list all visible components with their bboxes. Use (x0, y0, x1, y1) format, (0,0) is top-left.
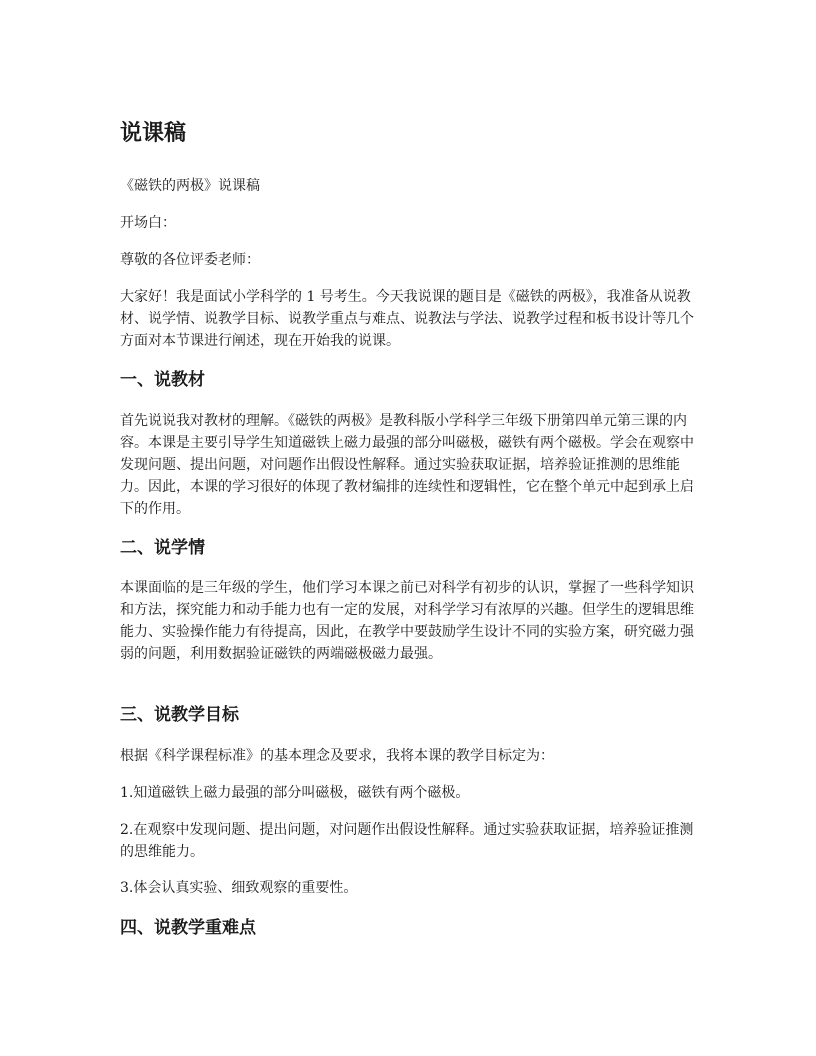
objective-item-3: 3.体会认真实验、细致观察的重要性。 (120, 880, 358, 896)
students-paragraph: 本课面临的是三年级的学生，他们学习本课之前已对科学有初步的认识，掌握了一些科学知识和方法，探究能力和动手能力也有一定的发展，对科学学习有浓厚的兴趣。但学生的逻辑思维能力、实验操作能力有待提高，因此，在教学中要鼓励学生设计不同的实验方案，研究磁力强弱的问题，利用数据验证磁铁的两端磁极磁力最强。 (120, 580, 694, 662)
opening-label: 开场白： (120, 215, 176, 231)
objectives-intro: 根据《科学课程标准》的基本理念及要求，我将本课的教学目标定为： (120, 748, 554, 764)
section-heading-textbook: 一、说教材 (120, 370, 205, 390)
objective-item-2: 2.在观察中发现问题、提出问题，对问题作出假设性解释。通过实验获取证据，培养验证推测的思维能力。 (120, 822, 694, 860)
textbook-paragraph: 首先说说我对教材的理解。《磁铁的两极》是教科版小学科学三年级下册第四单元第三课的内容。本课是主要引导学生知道磁铁上磁力最强的部分叫磁极，磁铁有两个磁极。学会在观察中发现问题、提出问题，对问题作出假设性解释。通过实验获取证据，培养验证推测的思维能力。因此，本课的学习很好的体现了教材编排的连续性和逻辑性，它在整个单元中起到承上启下的作用。 (120, 413, 694, 517)
greeting-line: 尊敬的各位评委老师： (120, 252, 260, 268)
section-heading-objectives: 三、说教学目标 (120, 705, 239, 725)
page-title: 说课稿 (120, 121, 187, 146)
section-heading-students: 二、说学情 (120, 538, 205, 558)
document-subtitle: 《磁铁的两极》说课稿 (120, 178, 260, 194)
section-heading-key-points: 四、说教学重难点 (120, 918, 256, 938)
objective-item-1: 1.知道磁铁上磁力最强的部分叫磁极，磁铁有两个磁极。 (120, 785, 470, 801)
intro-paragraph: 大家好！我是面试小学科学的 1 号考生。今天我说课的题目是《磁铁的两极》，我准备从说教材、说学情、说教学目标、说教学重点与难点、说教法与学法、说教学过程和板书设计等几个方面对本节课进行阐述，现在开始我的说课。 (120, 289, 694, 349)
